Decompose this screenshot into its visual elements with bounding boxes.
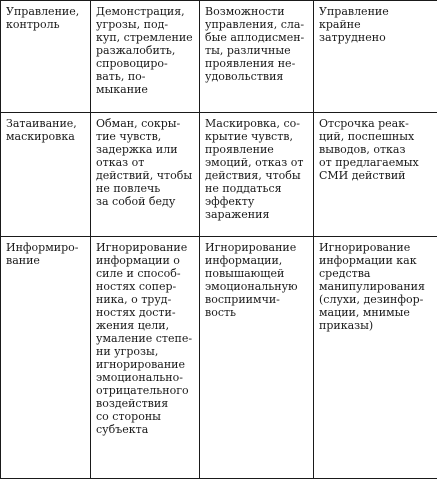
cell-text: Информиро- вание <box>6 241 85 267</box>
table-cell-row-label <box>1 237 91 479</box>
table-cell <box>200 237 314 479</box>
cell-text: Обман, сокры- тие чувств, задержка или отказ от действий, чтобы не повлечь за собой беду <box>96 117 194 208</box>
table-cell <box>91 1 200 113</box>
table-cell <box>314 113 437 237</box>
table-cell <box>314 1 437 113</box>
table-cell <box>200 1 314 113</box>
cell-text: Управление, контроль <box>6 5 85 31</box>
table-cell <box>200 113 314 237</box>
cell-text: Игнорирование информации, повышающей эмоциональную восприимчи- вость <box>205 241 308 319</box>
cell-text: Демонстрация, угрозы, под- куп, стремление разжалобить, спровоциро- вать, по- мыкание <box>96 5 194 96</box>
cell-text: Возможности управления, сла- бые аплодисмен- ты, различные проявления не- удовольствия <box>205 5 308 83</box>
table-cell <box>91 237 200 479</box>
cell-text: Управление крайне затруднено <box>319 5 432 44</box>
cell-text: Затаивание, маскировка <box>6 117 85 143</box>
table-row <box>1 113 437 237</box>
cell-text: Отсрочка реак- ций, поспешных выводов, отказ от предлагаемых СМИ действий <box>319 117 432 182</box>
cell-text: Игнорирование информации о силе и способ- ностях сопер- ника, о труд- ностях дости- жения цели, умаление степе- ни угрозы, игнорирование эмоционально- отрицательного воздействия со стороны субъекта <box>96 241 194 436</box>
table-row <box>1 237 437 479</box>
table-cell-row-label <box>1 113 91 237</box>
table-cell <box>91 113 200 237</box>
table-cell <box>314 237 437 479</box>
cell-text: Маскировка, со- крытие чувств, проявление эмоций, отказ от действия, чтобы не поддаться эффекту заражения <box>205 117 308 221</box>
table-cell-row-label <box>1 1 91 113</box>
cell-text: Игнорирование информации как средства манипулирования (слухи, дезинфор- мации, мнимые приказы) <box>319 241 432 332</box>
table-row <box>1 1 437 113</box>
